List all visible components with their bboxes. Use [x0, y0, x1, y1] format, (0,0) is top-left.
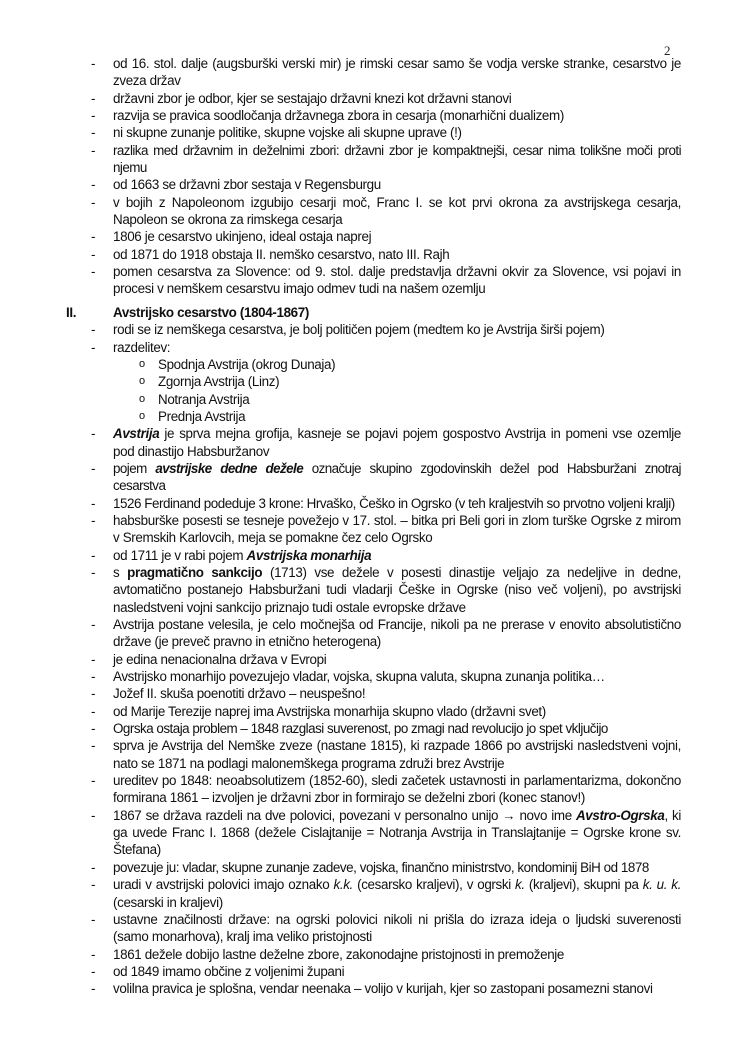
dash-bullet: - [91, 547, 96, 563]
sub-list-item: o Prednja Avstrija [139, 408, 246, 424]
list-item: - ni skupne zunanje politike, skupne vojske ali skupne uprave (!) [91, 125, 462, 141]
key-term: pragmatično sankcijo [127, 564, 263, 580]
list-item: - 1867 se država razdeli na dve polovici, povezani v personalno unijo → novo ime Avstro-Ogrska, ki ga uvede Franc I. 1868 (dežele Cislajtanije = Notranja Avstrija in Translajtanije = Ogrske krone sv. Štefana) [91, 807, 681, 858]
list-item: - ureditev po 1848: neoabsolutizem (1852-60), sledi začetek ustavnosti in parlamentarizma, dokončno formirana 1861 – izvoljen je državni zbor in formirajo se deželni zbori (konec stanov!) [91, 773, 681, 806]
dash-bullet: - [91, 564, 96, 580]
list-item: - uradi v avstrijski polovici imajo oznako k.k. (cesarsko kraljevi), v ogrski k. (kraljevi), skupni pa k. u. k. (cesarski in kraljevi) [91, 877, 681, 910]
list-item: - od 1871 do 1918 obstaja II. nemško cesarstvo, nato III. Rajh [91, 246, 450, 262]
dash-bullet: - [91, 807, 96, 823]
key-term: Avstrija [113, 426, 160, 442]
list-item: - volilna pravica je splošna, vendar neenaka – volijo v kurijah, kjer so zastopani posamezni stanovi [91, 981, 653, 997]
dash-bullet: - [91, 142, 95, 158]
dash-bullet: - [91, 773, 96, 789]
dash-bullet: - [91, 703, 96, 719]
list-item: - državni zbor je odbor, kjer se sestajajo državni knezi kot državni stanovi [91, 90, 512, 106]
sub-list-item: o Notranja Avstrija [139, 391, 250, 407]
section2-list [66, 321, 681, 997]
dash-bullet: - [91, 721, 95, 737]
section-number: II. [66, 304, 77, 320]
dash-bullet: - [91, 264, 96, 280]
key-term: Avstro-Ogrska [575, 807, 665, 823]
dash-bullet: - [91, 460, 95, 476]
list-item: - v bojih z Napoleonom izgubijo cesarji moč, Franc I. se kot prvi okrona za avstrijskega cesarja, Napoleon se okrona za rimskega cesarja [91, 194, 681, 228]
list-item: - rodi se iz nemškega cesarstva, je bolj političen pojem (medtem ko je Avstrija širši pojem) [91, 322, 605, 338]
section-heading [66, 304, 681, 321]
list-item: - Ogrska ostaja problem – 1848 razglasi suverenost, po zmagi nad revolucijo jo spet vključijo [91, 721, 608, 737]
section-title: Avstrijsko cesarstvo (1804-1867) [113, 304, 309, 320]
sub-list-item: o Spodnja Avstrija (okrog Dunaja) [139, 356, 336, 372]
dash-bullet: - [91, 651, 96, 667]
circle-bullet-icon: o [139, 375, 145, 388]
dash-bullet: - [91, 194, 96, 210]
list-item: - Avstrijsko monarhijo povezujejo vladar, vojska, skupna valuta, skupna zunanja politika… [91, 669, 605, 685]
abbreviation: k. u. k. [642, 877, 681, 893]
list-item: - pomen cesarstva za Slovence: od 9. stol. dalje predstavlja državni okvir za Slovence, vsi pojavi in procesi v nemškem cesarstvu imajo odmev tudi na našem ozemlju [91, 264, 681, 297]
dash-bullet: - [91, 246, 96, 262]
dash-bullet: - [91, 495, 96, 511]
dash-bullet: - [91, 617, 96, 632]
list-item: - razvija se pravica soodločanja državnega zbora in cesarja (monarhični dualizem) [91, 108, 564, 124]
page-content [66, 55, 681, 998]
dash-bullet: - [91, 512, 96, 528]
dash-bullet: - [91, 669, 96, 685]
list-item: - je edina nenacionalna država v Evropi [91, 651, 327, 667]
circle-bullet-icon: o [139, 409, 145, 422]
sub-list-item: o Zgornja Avstrija (Linz) [139, 374, 280, 390]
list-item: - od 16. stol. dalje (augsburški verski mir) je rimski cesar samo še vodja verske stranke, cesarstvo je zveza držav [91, 56, 681, 89]
key-term: avstrijske dedne dežele [155, 460, 304, 476]
list-item: - od 1663 se državni zbor sestaja v Regensburgu [91, 177, 381, 193]
list-item: - Avstrija je sprva mejna grofija, kasneje se pojavi pojem gospostvo Avstrija in pomeni vse ozemlje pod dinastijo Habsburžanov [91, 426, 681, 459]
dash-bullet: - [91, 90, 96, 106]
page-number: 2 [664, 43, 671, 58]
list-item: - 1806 je cesarstvo ukinjeno, ideal ostaja naprej [91, 229, 372, 245]
list-item: - sprva je Avstrija del Nemške zveze (nastane 1815), ki razpade 1866 po avstrijski nasledstveni vojni, nato se 1871 na podlagi malonemškega programa združi brez Avstrije [91, 738, 681, 771]
list-item: - ustavne značilnosti države: na ogrski polovici nikoli ni prišla do izraza ideja o ljudski suverenosti (samo monarhova), kralj ima veliko pristojnosti [91, 911, 681, 945]
dash-bullet: - [91, 339, 96, 355]
list-item: - razdelitev: [91, 339, 171, 355]
key-term: Avstrijska monarhija [246, 547, 372, 563]
dash-bullet: - [91, 877, 96, 893]
abbreviation: k. [515, 877, 525, 893]
list-item: - 1526 Ferdinand podeduje 3 krone: Hrvaško, Češko in Ogrsko (v teh kraljestvih so prvotno voljeni kralji) [91, 495, 675, 511]
dash-bullet: - [91, 686, 96, 702]
list-item: - od 1711 je v rabi pojem Avstrijska monarhija [91, 547, 372, 563]
list-item: - habsburške posesti se tesneje povežejo v 17. stol. – bitka pri Beli gori in zlom turške Ogrske z mirom v Sremskih Karlovcih, meja se pomakne čez celo Ogrsko [91, 512, 681, 546]
dash-bullet: - [91, 738, 96, 754]
section1-list [66, 55, 681, 298]
list-item: - Avstrija postane velesila, je celo močnejša od Francije, nikoli pa ne prerase v enovito absolutistično države (je preveč pravno in etnično heterogena) [91, 617, 681, 650]
dash-bullet: - [91, 963, 96, 979]
dash-bullet: - [91, 56, 96, 71]
list-item: - s pragmatično sankcijo (1713) vse dežele v posesti dinastije veljajo za nedeljive in dedne, avtomatično postanejo Habsburžani tudi vladarji Češke in Ogrske (niso več voljeni), po avstrijski nasledstveni vojni sankcijo priznajo tudi ostale evropske države [91, 564, 682, 615]
dash-bullet: - [91, 125, 96, 141]
list-item: - 1861 dežele dobijo lastne deželne zbore, zakonodajne pristojnosti in premoženje [91, 946, 565, 962]
dash-bullet: - [91, 426, 96, 442]
list-item: - pojem avstrijske dedne dežele označuje skupino zgodovinskih dežel pod Habsburžani znotraj cesarstva [91, 460, 681, 494]
dash-bullet: - [91, 177, 96, 193]
dash-bullet: - [91, 229, 96, 245]
dash-bullet: - [91, 322, 96, 338]
circle-bullet-icon: o [139, 392, 145, 405]
list-item: - od Marije Terezije naprej ima Avstrijska monarhija skupno vlado (državni svet) [91, 703, 546, 719]
abbreviation: k.k. [333, 877, 353, 893]
list-item: - od 1849 imamo občine z voljenimi župani [91, 963, 345, 979]
dash-bullet: - [91, 946, 96, 962]
list-item: - povezuje ju: vladar, skupne zunanje zadeve, vojska, finančno ministrstvo, kondominij BiH od 1878 [91, 859, 649, 875]
list-item: - razlika med državnim in deželnimi zbori: državni zbor je kompaktnejši, cesar nima tolikšne moči proti njemu [91, 142, 681, 176]
circle-bullet-icon: o [139, 357, 145, 370]
dash-bullet: - [91, 108, 96, 124]
list-item: - Jožef II. skuša poenotiti državo – neuspešno! [91, 686, 366, 702]
dash-bullet: - [91, 911, 96, 927]
dash-bullet: - [91, 981, 96, 997]
dash-bullet: - [91, 859, 96, 875]
